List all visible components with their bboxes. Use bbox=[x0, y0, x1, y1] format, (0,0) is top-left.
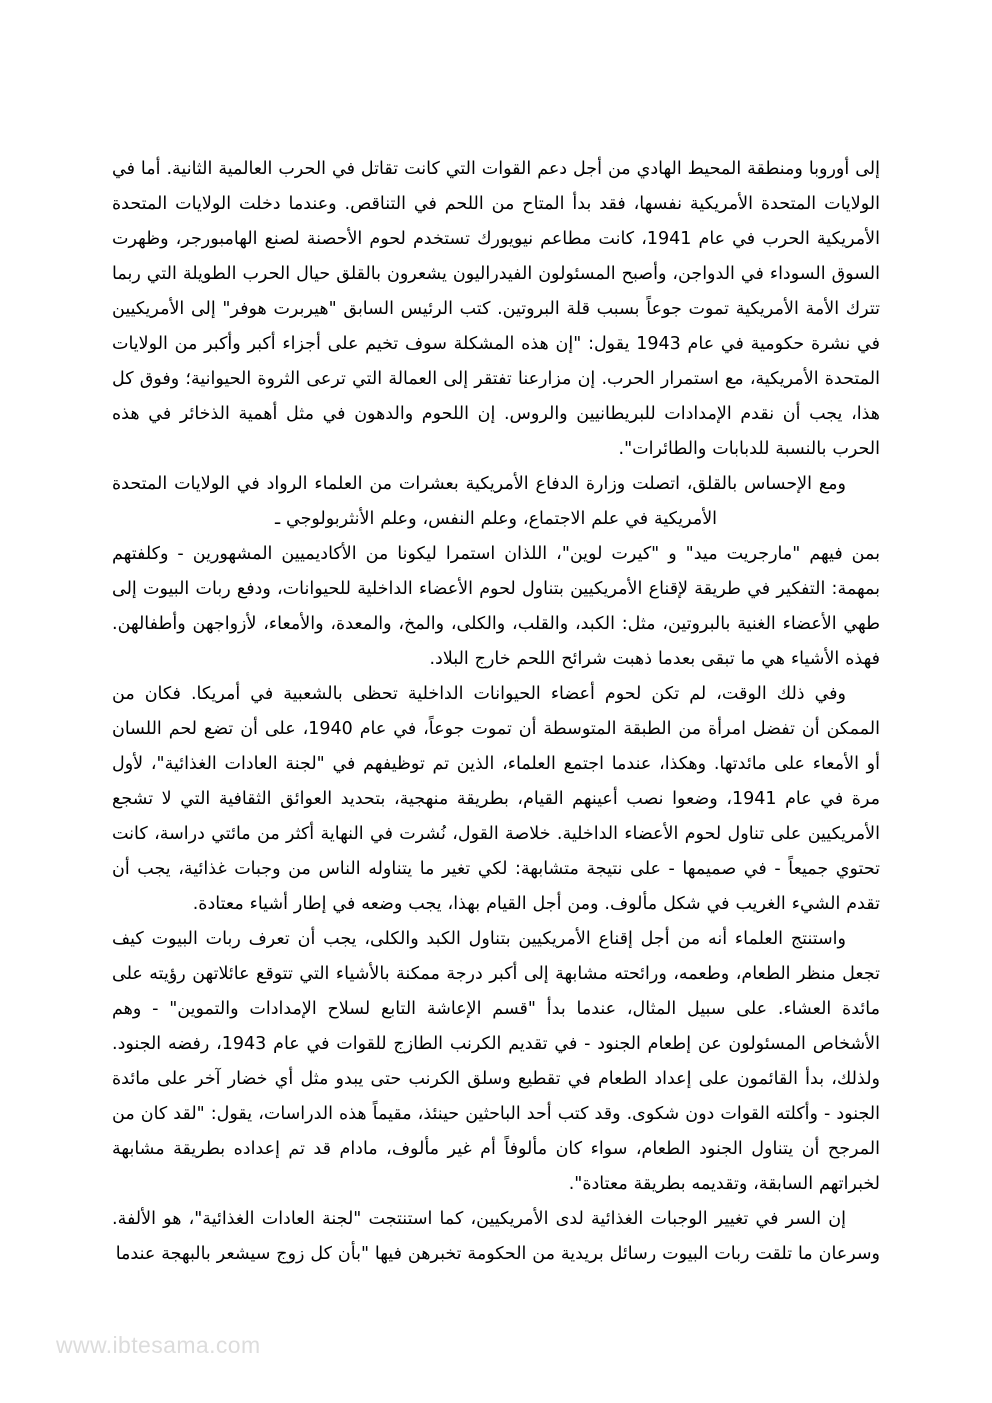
paragraph-4: وفي ذلك الوقت، لم تكن لحوم أعضاء الحيوانات الداخلية تحظى بالشعبية في أمريكا. فكان من الممكن أن تفضل امرأة من الطبقة المتوسطة أن تموت جوعاً، في عام 1940، على أن تضع لحم اللسان أو الأمعاء على مائدتها. وهكذا، عندما اجتمع العلماء، الذين تم توظيفهم في "لجنة العادات الغذائية"، لأول مرة في عام 1941، وضعوا نصب أعينهم القيام، بطريقة منهجية، بتحديد العوائق الثقافية التي لا تشجع الأمريكيين على تناول لحوم الأعضاء الداخلية. خلاصة القول، نُشرت في النهاية أكثر من مائتي دراسة، كانت تحتوي جميعاً - في صميمها - على نتيجة متشابهة: لكي تغير ما يتناوله الناس من وجبات غذائية، يجب أن تقدم الشيء الغريب في شكل مألوف. ومن أجل القيام بهذا، يجب وضعه في إطار أشياء معتادة. bbox=[112, 684, 880, 914]
site-watermark: www.ibtesama.com bbox=[56, 1332, 261, 1358]
paragraph-1: إلى أوروبا ومنطقة المحيط الهادي من أجل دعم القوات التي كانت تقاتل في الحرب العالمية الثانية. أما في الولايات المتحدة الأمريكية نفسها، فقد بدأ المتاح من اللحم في التناقص. وعندما دخلت الولايات المتحدة الأمريكية الحرب في عام 1941، كانت مطاعم نيويورك تستخدم لحوم الأحصنة لصنع الهامبورجر، وظهرت السوق السوداء في الدواجن، وأصبح المسئولون الفيدراليون يشعرون بالقلق حيال الحرب الطويلة التي ربما تترك الأمة الأمريكية تموت جوعاً بسبب قلة البروتين. كتب الرئيس السابق "هيربرت هوفر" إلى الأمريكيين في نشرة حكومية في عام 1943 يقول: "إن هذه المشكلة سوف تخيم على أجزاء أكبر وأكبر من الولايات المتحدة الأمريكية، مع استمرار الحرب. إن مزارعنا تفتقر إلى العمالة التي ترعى الثروة الحيوانية؛ وفوق كل هذا، يجب أن نقدم الإمدادات للبريطانيين والروس. إن اللحوم والدهون في مثل أهمية الذخائر في هذه الحرب بالنسبة للدبابات والطائرات". bbox=[112, 159, 880, 459]
paragraph-6: إن السر في تغيير الوجبات الغذائية لدى الأمريكيين، كما استنتجت "لجنة العادات الغذائية"، هو الألفة. وسرعان ما تلقت ربات البيوت رسائل بريدية من الحكومة تخبرهن فيها "بأن كل زوج سيشعر بالبهجة عندما bbox=[112, 1209, 880, 1264]
paragraph-5: واستنتج العلماء أنه من أجل إقناع الأمريكيين بتناول الكبد والكلى، يجب أن تعرف ربات البيوت كيف تجعل منظر الطعام، وطعمه، ورائحته مشابهة إلى أكبر درجة ممكنة بالأشياء التي تتوقع عائلاتهن رؤيته على مائدة العشاء. على سبيل المثال، عندما بدأ "قسم الإعاشة التابع لسلاح الإمدادات والتموين" - وهم الأشخاص المسئولون عن إطعام الجنود - في تقديم الكرنب الطازج للقوات في عام 1943، رفضه الجنود. ولذلك، بدأ القائمون على إعداد الطعام في تقطيع وسلق الكرنب حتى يبدو مثل أي خضار آخر على مائدة الجنود - وأكلته القوات دون شكوى. وقد كتب أحد الباحثين حينئذ، مقيماً هذه الدراسات، يقول: "لقد كان من المرجح أن يتناول الجنود الطعام، سواء كان مألوفاً أم غير مألوف، مادام قد تم إعداده بطريقة مشابهة لخبراتهم السابقة، وتقديمه بطريقة معتادة". bbox=[112, 929, 880, 1194]
document-text-column bbox=[112, 152, 880, 1272]
paragraph-3: بمن فيهم "مارجريت ميد" و "كيرت لوين"، اللذان استمرا ليكونا من الأكاديميين المشهورين - وكلفتهم بمهمة: التفكير في طريقة لإقناع الأمريكيين بتناول لحوم الأعضاء الداخلية للحيوانات، ودفع ربات البيوت إلى طهي الأعضاء الغنية بالبروتين، مثل: الكبد، والقلب، والكلى، والمخ، والمعدة، والأمعاء، لأزواجهن وأطفالهن. فهذه الأشياء هي ما تبقى بعدما ذهبت شرائح اللحم خارج البلاد. bbox=[112, 544, 880, 669]
paragraph-2: ومع الإحساس بالقلق، اتصلت وزارة الدفاع الأمريكية بعشرات من العلماء الرواد في الولايات المتحدة الأمريكية في علم الاجتماع، وعلم النفس، وعلم الأنثربولوجي ـ bbox=[112, 474, 846, 529]
